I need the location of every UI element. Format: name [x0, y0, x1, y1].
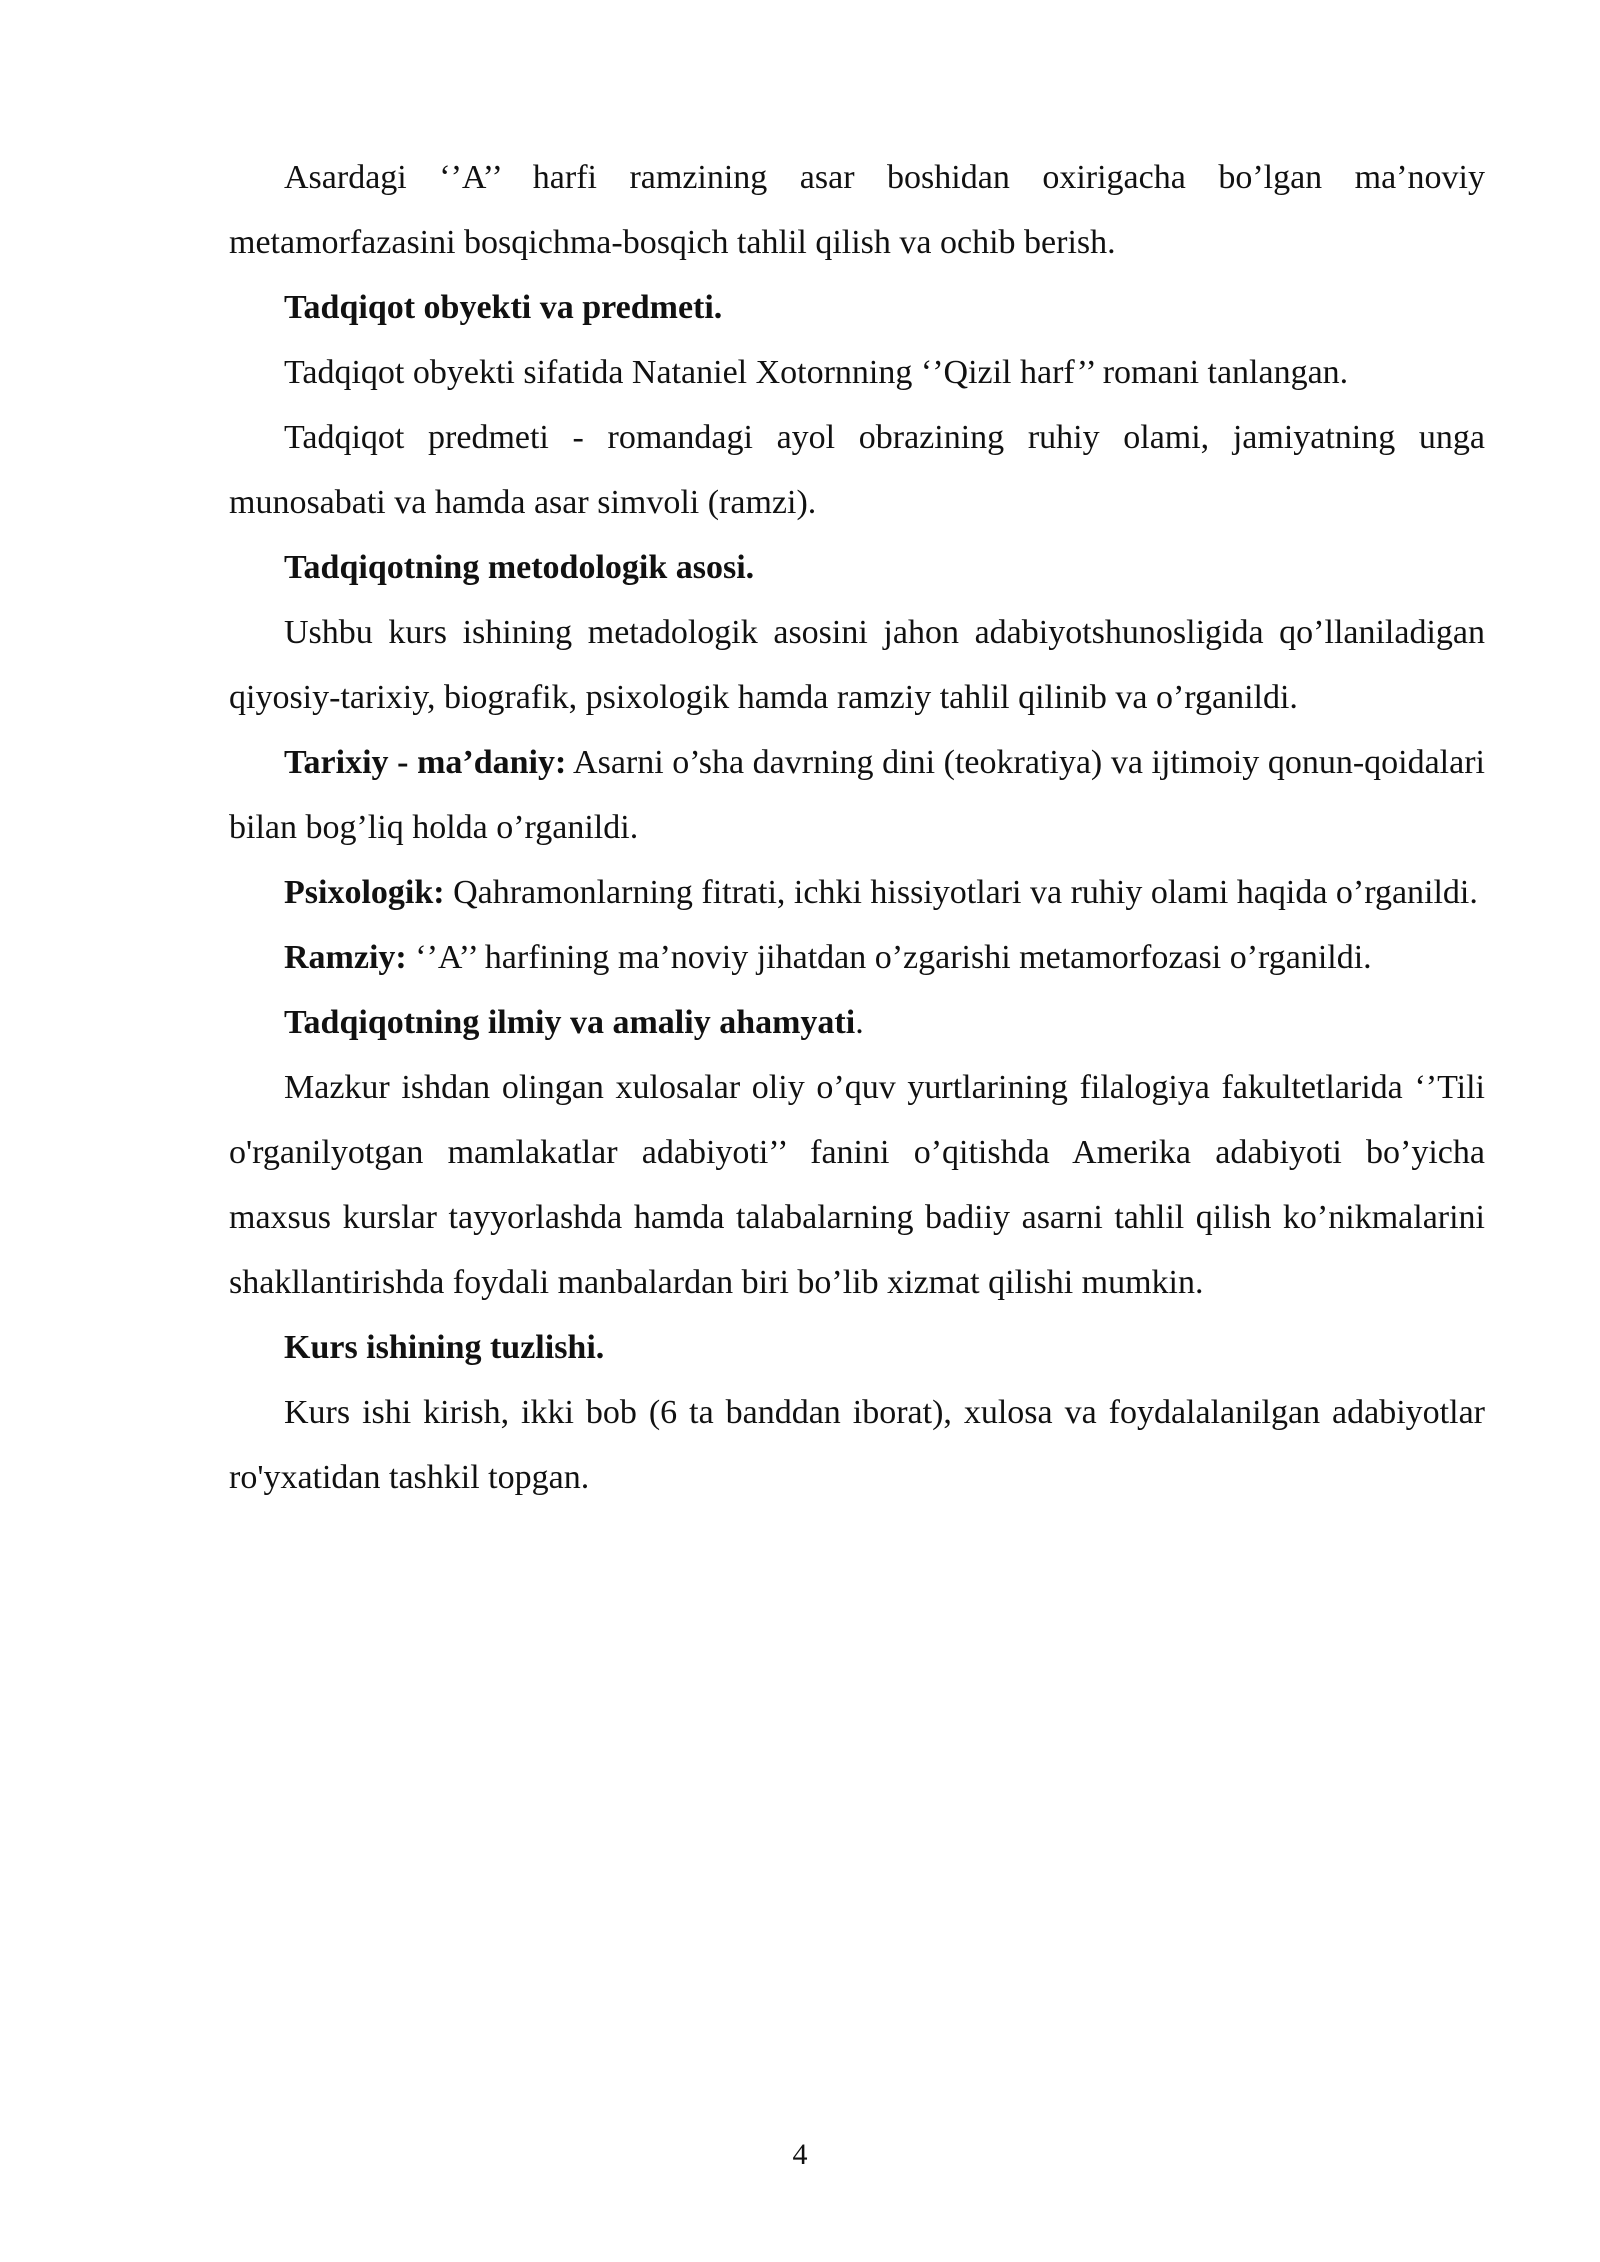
- label-historical-cultural: Tarixiy - ma’daniy:: [284, 744, 567, 781]
- paragraph-research-subject: Tadqiqot predmeti - romandagi ayol obrazining ruhiy olami, jamiyatning unga munosabati va hamda asar simvoli (ramzi).: [229, 419, 1485, 521]
- page-body: [229, 145, 1485, 1510]
- page-number: 4: [792, 2138, 808, 2171]
- paragraph-structure: Kurs ishi kirish, ikki bob (6 ta banddan iborat), xulosa va foydalalanilgan adabiyotlar ro'yxatidan tashkil topgan.: [229, 1394, 1485, 1496]
- text-psychological: Qahramonlarning fitrati, ichki hissiyotlari va ruhiy olami haqida o’rganildi.: [444, 874, 1478, 911]
- heading-methodology: Tadqiqotning metodologik asosi.: [284, 549, 755, 586]
- paragraph-research-aim: Asardagi ‘’A’’ harfi ramzining asar boshidan oxirigacha bo’lgan ma’noviy metamorfazasini bosqichma-bosqich tahlil qilish va ochib berish.: [229, 159, 1485, 261]
- text-symbolic: ‘’A’’ harfining ma’noviy jihatdan o’zgarishi metamorfozasi o’rganildi.: [406, 939, 1372, 976]
- paragraph-research-object: Tadqiqot obyekti sifatida Nataniel Xotornning ‘’Qizil harf’’ romani tanlangan.: [284, 354, 1349, 391]
- label-psychological: Psixologik:: [284, 874, 445, 911]
- paragraph-significance: Mazkur ishdan olingan xulosalar oliy o’quv yurtlarining filalogiya fakultetlarida ‘’Tili o'rganilyotgan mamlakatlar adabiyoti’’ fanini o’qitishda Amerika adabiyoti bo’yicha maxsus kurslar tayyorlashda hamda talabalarning badiiy asarni tahlil qilish ko’nikmalarini shakllantirishda foydali manbalardan biri bo’lib xizmat qilishi mumkin.: [229, 1069, 1485, 1301]
- label-symbolic: Ramziy:: [284, 939, 407, 976]
- heading-structure: Kurs ishining tuzlishi.: [284, 1329, 605, 1366]
- label-significance: Tadqiqotning ilmiy va amaliy ahamyati: [284, 1004, 856, 1041]
- paragraph-historical-cultural: [229, 730, 1485, 860]
- paragraph-symbolic: [229, 925, 1485, 990]
- significance-period: .: [855, 1004, 864, 1041]
- heading-object-subject: Tadqiqot obyekti va predmeti.: [284, 289, 723, 326]
- paragraph-psychological: [229, 860, 1485, 925]
- text-historical-cultural: Asarni o’sha davrning dini (teokratiya) va ijtimoiy qonun-qoidalari bilan bog’liq holda o’rganildi.: [229, 744, 1485, 846]
- heading-significance: [229, 990, 1485, 1055]
- paragraph-methodology: Ushbu kurs ishining metadologik asosini jahon adabiyotshunosligida qo’llaniladigan qiyosiy-tarixiy, biografik, psixologik hamda ramziy tahlil qilinib va o’rganildi.: [229, 614, 1485, 716]
